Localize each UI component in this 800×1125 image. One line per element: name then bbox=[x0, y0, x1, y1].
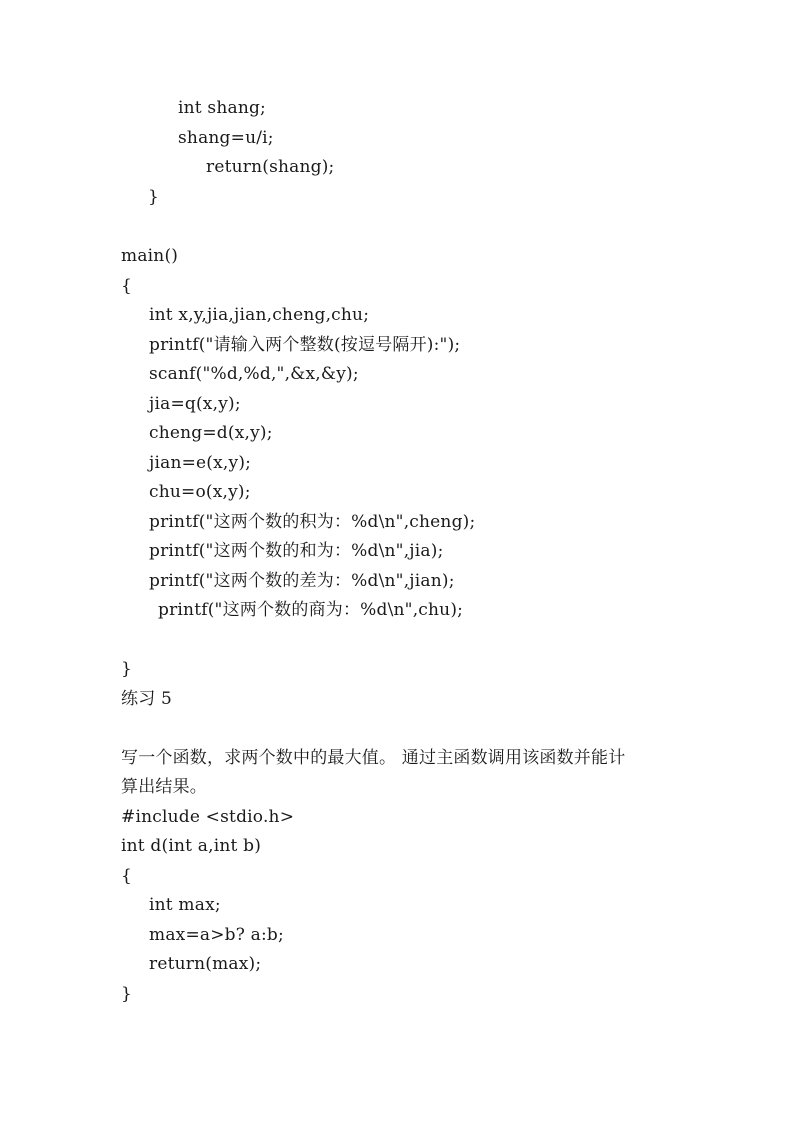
code-line-2: shang=u/i; bbox=[178, 128, 274, 148]
code-line-3: return(shang); bbox=[206, 157, 335, 177]
code-line-12: jian=e(x,y); bbox=[149, 453, 252, 473]
code-line-22: int max; bbox=[149, 895, 221, 915]
code-line-5: main() bbox=[121, 246, 179, 266]
code-line-15: printf("这两个数的和为：%d\n",jia); bbox=[149, 541, 444, 561]
code-line-14: printf("这两个数的积为：%d\n",cheng); bbox=[149, 512, 476, 532]
code-line-17: printf("这两个数的商为：%d\n",chu); bbox=[158, 600, 464, 620]
code-line-20: int d(int a,int b) bbox=[121, 836, 262, 856]
code-line-24: return(max); bbox=[149, 954, 262, 974]
code-line-18: } bbox=[121, 659, 133, 679]
code-line-9: scanf("%d,%d,",&x,&y); bbox=[149, 364, 359, 384]
code-line-21: { bbox=[121, 866, 133, 886]
code-line-11: cheng=d(x,y); bbox=[149, 423, 273, 443]
code-line-16: printf("这两个数的差为：%d\n",jian); bbox=[149, 571, 455, 591]
code-line-7: int x,y,jia,jian,cheng,chu; bbox=[149, 305, 370, 325]
code-line-25: } bbox=[121, 984, 133, 1004]
code-line-4: } bbox=[148, 187, 160, 207]
code-line-1: int shang; bbox=[178, 98, 266, 118]
code-line-23: max=a>b? a:b; bbox=[149, 925, 284, 945]
code-line-6: { bbox=[121, 276, 133, 296]
code-line-10: jia=q(x,y); bbox=[149, 394, 241, 414]
exercise-description-line-1: 写一个函数，求两个数中的最大值。 通过主函数调用该函数并能计 bbox=[121, 748, 626, 768]
code-line-19: #include <stdio.h> bbox=[121, 807, 295, 827]
exercise-heading: 练习 5 bbox=[121, 689, 173, 709]
exercise-description-line-2: 算出结果。 bbox=[121, 777, 207, 797]
code-line-8: printf("请输入两个整数(按逗号隔开):"); bbox=[149, 335, 461, 355]
code-line-13: chu=o(x,y); bbox=[149, 482, 251, 502]
